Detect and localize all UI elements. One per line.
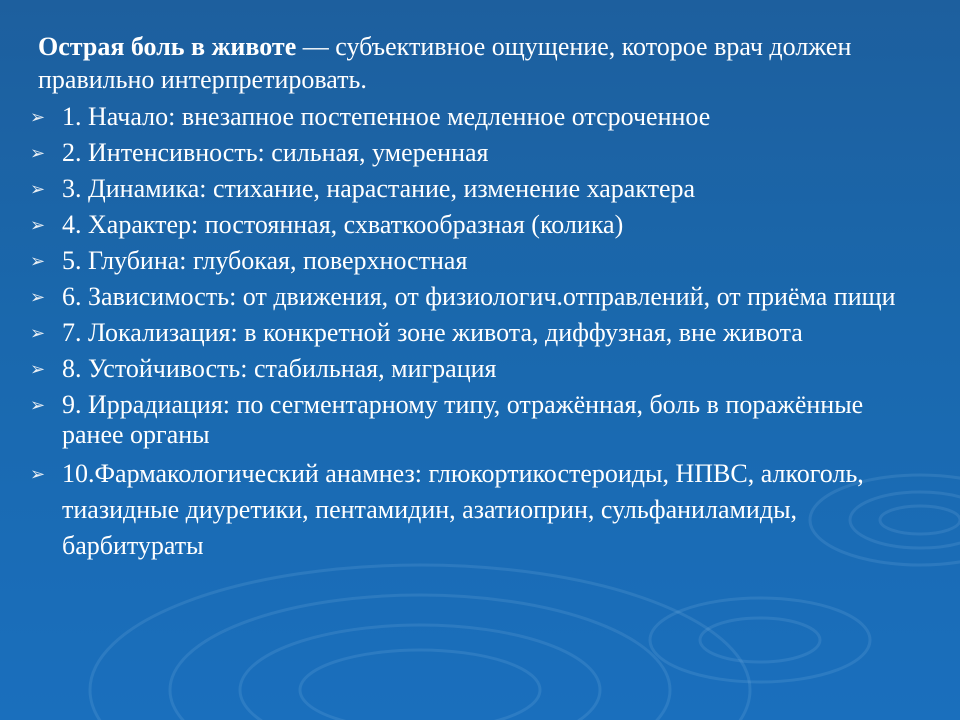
list-item <box>28 174 928 204</box>
list-item <box>28 102 928 132</box>
list-item <box>28 456 928 564</box>
list-item-text: 7. Локализация: в конкретной зоне живота, диффузная, вне живота <box>62 318 803 347</box>
arrow-bullet-icon: ➢ <box>30 107 46 128</box>
list-item-text: 4. Характер: постоянная, схваткообразная (колика) <box>62 210 624 239</box>
intro-definition: — субъективное ощущение, которое врач должен правильно интерпретировать. <box>38 32 852 94</box>
arrow-bullet-icon: ➢ <box>30 143 46 164</box>
arrow-bullet-icon: ➢ <box>30 179 46 200</box>
list-item-text: 9. Иррадиация: по сегментарному типу, отражённая, боль в поражённые ранее органы <box>62 390 864 449</box>
list-item-text: 1. Начало: внезапное постепенное медленное отсроченное <box>62 102 711 131</box>
intro-paragraph <box>38 30 928 96</box>
intro-term: Острая боль в животе <box>38 32 297 61</box>
arrow-bullet-icon: ➢ <box>30 323 46 344</box>
criteria-list <box>28 102 928 564</box>
list-item <box>28 282 928 312</box>
arrow-bullet-icon: ➢ <box>30 395 46 416</box>
list-item <box>28 138 928 168</box>
list-item <box>28 246 928 276</box>
list-item-text: 5. Глубина: глубокая, поверхностная <box>62 246 468 275</box>
list-item <box>28 390 928 450</box>
list-item-text: 2. Интенсивность: сильная, умеренная <box>62 138 489 167</box>
list-item <box>28 318 928 348</box>
arrow-bullet-icon: ➢ <box>30 359 46 380</box>
list-item-text: 6. Зависимость: от движения, от физиологич.отправлений, от приёма пищи <box>62 282 896 311</box>
slide-content <box>28 30 928 570</box>
list-item <box>28 210 928 240</box>
arrow-bullet-icon: ➢ <box>30 251 46 272</box>
arrow-bullet-icon: ➢ <box>30 215 46 236</box>
list-item-text: 10.Фармакологический анамнез: глюкортикостероиды, НПВС, алкоголь, тиазидные диуретики, пентамидин, азатиоприн, сульфаниламиды, барбитураты <box>62 459 864 560</box>
list-item-text: 3. Динамика: стихание, нарастание, изменение характера <box>62 174 696 203</box>
list-item <box>28 354 928 384</box>
arrow-bullet-icon: ➢ <box>30 287 46 308</box>
arrow-bullet-icon: ➢ <box>30 464 46 485</box>
list-item-text: 8. Устойчивость: стабильная, миграция <box>62 354 497 383</box>
